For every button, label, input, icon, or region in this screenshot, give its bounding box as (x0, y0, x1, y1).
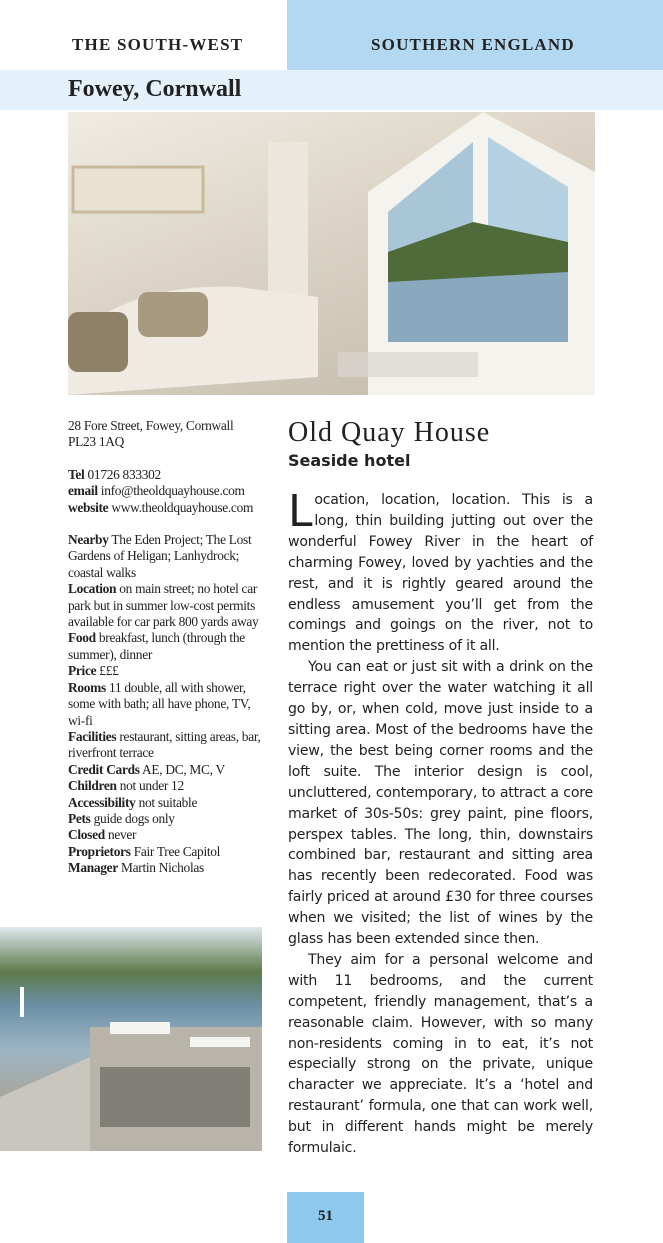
fact-facilities: Facilities restaurant, sitting areas, bar, riverfront terrace (68, 728, 261, 761)
hotel-name: Old Quay House (288, 417, 491, 448)
address: 28 Fore Street, Fowey, Cornwall PL23 1AQ (68, 418, 234, 450)
fact-accessibility: Accessibility not suitable (68, 794, 198, 810)
fact-proprietors: Proprietors Fair Tree Capitol (68, 843, 221, 859)
paragraph: They aim for a personal welcome and with 11 bedrooms, and the current competent, friendly management, that’s a reasonable claim. However, with so many non-residents coming in to eat, it’s not especially strong on the private, unique character we appreciate. It’s a ‘hotel and restaurant’ formula, one that can work well, but in different hands might be merely formulaic. (288, 951, 593, 1157)
hotel-details-sidebar (68, 418, 266, 877)
fact-closed: Closed never (68, 827, 137, 843)
fact-location: Location on main street; no hotel car park but in summer low-cost permits available for car park 800 yards away (68, 581, 259, 630)
fact-nearby: Nearby The Eden Project; The Lost Gardens of Heligan; Lanhydrock; coastal walks (68, 532, 252, 580)
fact-pets: Pets guide dogs only (68, 810, 175, 826)
fact-rooms: Rooms 11 double, all with shower, some with bath; all have phone, TV, wi-fi (68, 679, 251, 728)
fact-food: Food breakfast, lunch (through the summer), dinner (68, 630, 245, 662)
location-title: Fowey, Cornwall (68, 76, 242, 102)
page-number: 51 (287, 1192, 364, 1243)
section-heading-southern-england: SOUTHERN ENGLAND (371, 35, 575, 54)
hotel-interior-photo (68, 112, 595, 395)
hotel-type: Seaside hotel (288, 451, 411, 470)
review-text (288, 486, 593, 1159)
terrace-river-photo (0, 927, 262, 1151)
paragraph: You can eat or just sit with a drink on the terrace right over the water watching it all go by, or, when cold, move just inside to a sitting area. Most of the bedrooms have the view, the best being corner rooms and the loft suite. The interior design is cool, uncluttered, contemporary, to attract a core market of 30s-50s: grey paint, pine floors, perspex tables. The long, thin, downstairs combined bar, restaurant and sitting area has recently been redecorated. Food was fairly priced at around £30 for three courses when we visited; the list of wines by the glass has been extended since then. (288, 659, 593, 948)
email-link[interactable]: info@theoldquayhouse.com (100, 483, 245, 499)
website-link[interactable]: www.theoldquayhouse.com (111, 499, 254, 515)
fact-manager: Manager Martin Nicholas (68, 860, 204, 876)
fact-price: Price £££ (68, 663, 119, 679)
contact-info: Tel 01726 833302 email info@theoldquayhouse.com website www.theoldquayhouse.com (68, 466, 254, 515)
section-heading-south-west: THE SOUTH-WEST (72, 35, 244, 54)
paragraph: Location, location, location. This is a long, thin building jutting out over the wonderful Fowey River in the heart of charming Fowey, loved by yachties and the rest, and it is rightly geared around the endless amusement you’ll get from the comings and goings on the river, not to mention the prettiness of it all. (288, 486, 593, 655)
phone: 01726 833302 (87, 466, 161, 482)
fact-credit-cards: Credit Cards AE, DC, MC, V (68, 761, 225, 777)
fact-children: Children not under 12 (68, 778, 184, 794)
facts-list (68, 532, 266, 877)
drop-cap: L (288, 486, 313, 537)
